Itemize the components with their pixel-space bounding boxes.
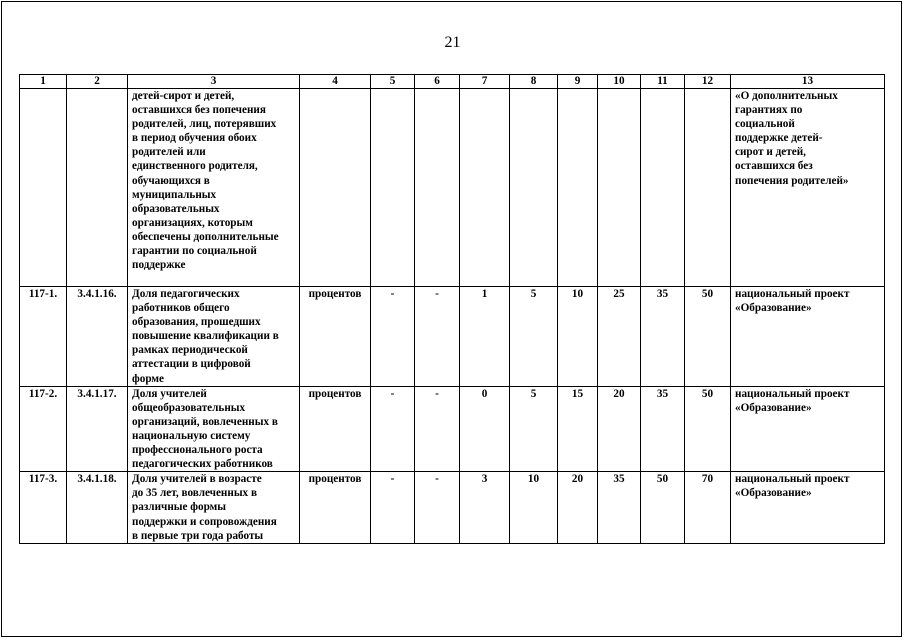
column-header: 6 — [415, 75, 460, 89]
table-row — [20, 386, 885, 472]
value-cell — [415, 89, 460, 287]
indicator-name: Доля учителей в возрасте до 35 лет, вовлеченных в различные формы поддержки и сопровождения в первые три года работы — [128, 472, 300, 544]
value-cell: 50 — [641, 472, 685, 544]
value-cell: 35 — [598, 472, 641, 544]
source-document: национальный проект «Образование» — [731, 386, 885, 472]
row-number: 117-2. — [20, 386, 67, 472]
value-cell — [598, 89, 641, 287]
value-cell — [371, 89, 415, 287]
value-cell — [558, 89, 598, 287]
table-row — [20, 287, 885, 387]
value-cell — [510, 89, 558, 287]
column-header: 8 — [510, 75, 558, 89]
value-cell: 3 — [460, 472, 510, 544]
unit-of-measure: процентов — [300, 472, 371, 544]
page-number: 21 — [444, 34, 461, 51]
value-cell: - — [415, 386, 460, 472]
value-cell: - — [415, 287, 460, 387]
column-header: 2 — [67, 75, 128, 89]
table-row — [20, 89, 885, 287]
unit-of-measure: процентов — [300, 287, 371, 387]
column-header: 1 — [20, 75, 67, 89]
indicator-name: детей-сирот и детей, оставшихся без попечения родителей, лиц, потерявших в период обучения обоих родителей или единственного родителя, обучающихся в муниципальных образовательных организациях, которым обеспечены дополнительные гарантии по социальной поддержке — [128, 89, 300, 287]
value-cell: 50 — [685, 287, 731, 387]
row-number: 117-3. — [20, 472, 67, 544]
indicator-code: 3.4.1.16. — [67, 287, 128, 387]
value-cell: 1 — [460, 287, 510, 387]
value-cell: 10 — [558, 287, 598, 387]
column-header: 5 — [371, 75, 415, 89]
value-cell: - — [371, 386, 415, 472]
unit-of-measure: процентов — [300, 386, 371, 472]
value-cell: 5 — [510, 386, 558, 472]
indicators-table — [19, 74, 885, 544]
value-cell: 5 — [510, 287, 558, 387]
table-row — [20, 472, 885, 544]
source-document: «О дополнительных гарантиях по социальной поддержке детей- сирот и детей, оставшихся без попечения родителей» — [731, 89, 885, 287]
column-header: 10 — [598, 75, 641, 89]
unit-of-measure — [300, 89, 371, 287]
column-header: 7 — [460, 75, 510, 89]
column-header: 9 — [558, 75, 598, 89]
value-cell — [641, 89, 685, 287]
row-number — [20, 89, 67, 287]
column-header: 3 — [128, 75, 300, 89]
source-document: национальный проект «Образование» — [731, 472, 885, 544]
value-cell: - — [371, 287, 415, 387]
value-cell: - — [371, 472, 415, 544]
value-cell — [685, 89, 731, 287]
column-header: 12 — [685, 75, 731, 89]
value-cell: - — [415, 472, 460, 544]
value-cell: 10 — [510, 472, 558, 544]
value-cell — [460, 89, 510, 287]
column-header: 4 — [300, 75, 371, 89]
column-header: 11 — [641, 75, 685, 89]
value-cell: 0 — [460, 386, 510, 472]
value-cell: 25 — [598, 287, 641, 387]
row-number: 117-1. — [20, 287, 67, 387]
value-cell: 20 — [598, 386, 641, 472]
value-cell: 35 — [641, 287, 685, 387]
indicator-code: 3.4.1.17. — [67, 386, 128, 472]
indicator-name: Доля педагогических работников общего образования, прошедших повышение квалификации в рамках периодической аттестации в цифровой форме — [128, 287, 300, 387]
column-header: 13 — [731, 75, 885, 89]
source-document: национальный проект «Образование» — [731, 287, 885, 387]
column-number-row — [20, 75, 885, 89]
value-cell: 35 — [641, 386, 685, 472]
value-cell: 50 — [685, 386, 731, 472]
value-cell: 15 — [558, 386, 598, 472]
value-cell: 20 — [558, 472, 598, 544]
indicator-code: 3.4.1.18. — [67, 472, 128, 544]
indicator-code — [67, 89, 128, 287]
indicator-name: Доля учителей общеобразовательных организаций, вовлеченных в национальную систему профессионального роста педагогических работников — [128, 386, 300, 472]
value-cell: 70 — [685, 472, 731, 544]
